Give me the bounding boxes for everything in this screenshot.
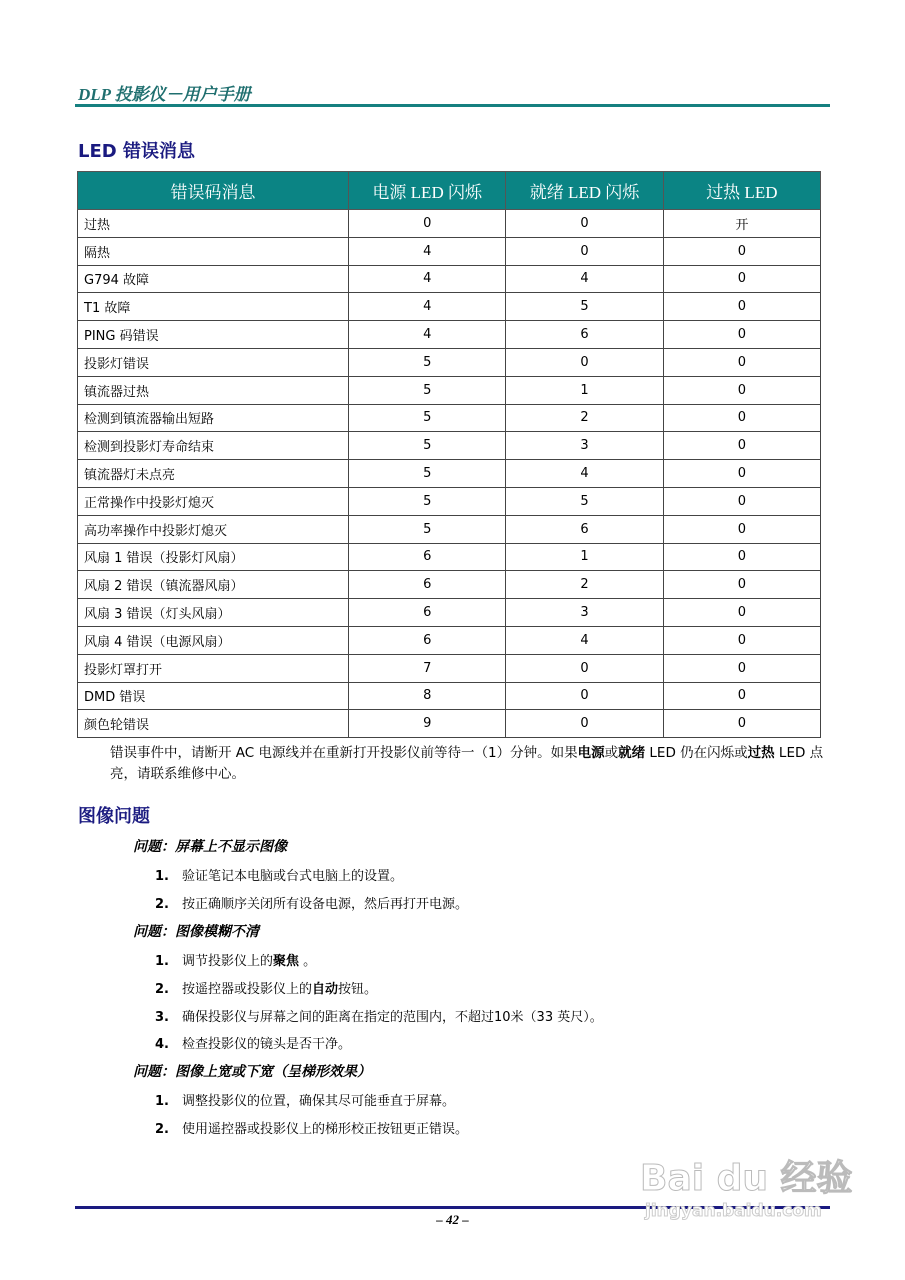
error-message-cell: 投影灯错误: [78, 348, 349, 376]
led-value-cell: 0: [663, 487, 820, 515]
led-value-cell: 0: [663, 682, 820, 710]
led-value-cell: 开: [663, 210, 820, 238]
table-row: [78, 460, 821, 488]
led-value-cell: 0: [349, 210, 506, 238]
step-text: 验证笔记本电脑或台式电脑上的设置。: [182, 869, 404, 884]
led-value-cell: 8: [349, 682, 506, 710]
led-value-cell: 4: [349, 321, 506, 349]
note-text: 或: [604, 745, 619, 761]
step-text: 按正确顺序关闭所有设备电源，然后再打开电源。: [182, 897, 469, 912]
step-text: 确保投影仪与屏幕之间的距离在指定的范围内，不超过10米（33 英尺）。: [182, 1010, 603, 1025]
led-value-cell: 4: [506, 626, 663, 654]
led-value-cell: 0: [663, 432, 820, 460]
step-text: 按钮。: [338, 982, 378, 997]
led-value-cell: 6: [349, 599, 506, 627]
note-bold: 就绪: [618, 745, 646, 761]
step-text: 按遥控器或投影仪上的: [182, 982, 313, 997]
led-value-cell: 6: [506, 321, 663, 349]
led-value-cell: 4: [349, 237, 506, 265]
problem-title: 问题：图像上宽或下宽（呈梯形效果）: [133, 1064, 371, 1080]
table-row: [78, 432, 821, 460]
table-row: [78, 571, 821, 599]
table-row: [78, 376, 821, 404]
led-value-cell: 0: [663, 376, 820, 404]
error-message-cell: 风扇 4 错误（电源风扇）: [78, 626, 349, 654]
led-value-cell: 0: [663, 626, 820, 654]
led-error-note: [110, 743, 830, 785]
table-row: [78, 543, 821, 571]
led-value-cell: 1: [506, 543, 663, 571]
led-value-cell: 0: [506, 237, 663, 265]
led-value-cell: 5: [349, 376, 506, 404]
table-row: [78, 487, 821, 515]
table-row: [78, 210, 821, 238]
led-value-cell: 5: [349, 487, 506, 515]
led-value-cell: 0: [506, 710, 663, 738]
table-row: [78, 293, 821, 321]
led-value-cell: 6: [506, 515, 663, 543]
table-row: [78, 237, 821, 265]
led-value-cell: 6: [349, 543, 506, 571]
baidu-watermark-logo: Bai du 经验 jingyan.baidu.com: [640, 1158, 853, 1221]
led-value-cell: 0: [663, 710, 820, 738]
led-value-cell: 0: [663, 460, 820, 488]
step-bold: 自动: [312, 982, 339, 997]
led-value-cell: 0: [663, 599, 820, 627]
table-row: [78, 404, 821, 432]
error-message-cell: 检测到投影灯寿命结束: [78, 432, 349, 460]
led-value-cell: 1: [506, 376, 663, 404]
problem-title: 问题：屏幕上不显示图像: [133, 839, 287, 855]
solution-step: [155, 950, 316, 969]
solution-step: [155, 1090, 455, 1109]
column-header: 电源 LED 闪烁: [349, 172, 506, 210]
led-value-cell: 0: [506, 348, 663, 376]
step-number: 1.: [155, 869, 169, 884]
step-text: 检查投影仪的镜头是否干净。: [182, 1037, 352, 1052]
section-title-led-errors: LED 错误消息: [78, 141, 195, 162]
solution-step: [155, 1033, 351, 1052]
problem-title: 问题：图像模糊不清: [133, 924, 259, 940]
note-bold: 电源: [577, 745, 605, 761]
led-value-cell: 5: [506, 487, 663, 515]
error-message-cell: 颜色轮错误: [78, 710, 349, 738]
section-title-image-problems: 图像问题: [78, 806, 150, 827]
led-value-cell: 9: [349, 710, 506, 738]
note-bold: 过热: [747, 745, 775, 761]
error-message-cell: 风扇 2 错误（镇流器风扇）: [78, 571, 349, 599]
led-value-cell: 5: [349, 432, 506, 460]
step-bold: 聚焦: [273, 954, 300, 969]
error-message-cell: 检测到镇流器输出短路: [78, 404, 349, 432]
error-message-cell: G794 故障: [78, 265, 349, 293]
step-number: 1.: [155, 1094, 169, 1109]
table-row: [78, 599, 821, 627]
step-text: 。: [299, 954, 317, 969]
error-message-cell: 风扇 1 错误（投影灯风扇）: [78, 543, 349, 571]
table-row: [78, 515, 821, 543]
led-value-cell: 0: [506, 682, 663, 710]
error-message-cell: 正常操作中投影灯熄灭: [78, 487, 349, 515]
solution-step: [155, 978, 377, 997]
led-value-cell: 0: [663, 404, 820, 432]
step-text: 调节投影仪上的: [182, 954, 274, 969]
table-body: [78, 210, 821, 738]
running-header: DLP 投影仪－用户手册: [78, 85, 251, 104]
led-value-cell: 0: [663, 348, 820, 376]
led-value-cell: 5: [349, 348, 506, 376]
solution-step: [155, 865, 403, 884]
error-message-cell: 隔热: [78, 237, 349, 265]
step-number: 2.: [155, 1122, 169, 1137]
table-row: [78, 265, 821, 293]
column-header: 就绪 LED 闪烁: [506, 172, 663, 210]
led-value-cell: 0: [663, 293, 820, 321]
column-header: 错误码消息: [78, 172, 349, 210]
led-value-cell: 6: [349, 626, 506, 654]
table-row: [78, 654, 821, 682]
led-value-cell: 0: [663, 515, 820, 543]
step-number: 1.: [155, 954, 169, 969]
solution-step: [155, 893, 468, 912]
step-number: 2.: [155, 897, 169, 912]
led-value-cell: 4: [349, 293, 506, 321]
error-message-cell: 投影灯罩打开: [78, 654, 349, 682]
solution-step: [155, 1118, 468, 1137]
error-message-cell: 高功率操作中投影灯熄灭: [78, 515, 349, 543]
step-number: 4.: [155, 1037, 169, 1052]
led-value-cell: 0: [663, 543, 820, 571]
led-value-cell: 0: [506, 654, 663, 682]
column-header: 过热 LED: [663, 172, 820, 210]
error-message-cell: DMD 错误: [78, 682, 349, 710]
page-number: – 42 –: [436, 1212, 469, 1227]
led-value-cell: 0: [663, 571, 820, 599]
table-row: [78, 348, 821, 376]
led-value-cell: 3: [506, 432, 663, 460]
header-divider: [75, 104, 830, 107]
note-text: LED 仍在闪烁或: [645, 745, 748, 761]
led-value-cell: 4: [349, 265, 506, 293]
table-row: [78, 626, 821, 654]
led-error-table: [77, 171, 821, 738]
step-number: 2.: [155, 982, 169, 997]
led-value-cell: 4: [506, 265, 663, 293]
table-row: [78, 710, 821, 738]
led-value-cell: 5: [506, 293, 663, 321]
error-message-cell: 过热: [78, 210, 349, 238]
led-value-cell: 4: [506, 460, 663, 488]
led-value-cell: 0: [663, 321, 820, 349]
led-value-cell: 5: [349, 460, 506, 488]
table-header-row: [78, 172, 821, 210]
led-value-cell: 2: [506, 404, 663, 432]
led-value-cell: 7: [349, 654, 506, 682]
led-value-cell: 6: [349, 571, 506, 599]
led-value-cell: 5: [349, 515, 506, 543]
led-value-cell: 0: [663, 654, 820, 682]
step-text: 调整投影仪的位置，确保其尽可能垂直于屏幕。: [182, 1094, 456, 1109]
error-message-cell: 风扇 3 错误（灯头风扇）: [78, 599, 349, 627]
led-value-cell: 3: [506, 599, 663, 627]
table-row: [78, 682, 821, 710]
led-value-cell: 0: [506, 210, 663, 238]
step-text: 使用遥控器或投影仪上的梯形校正按钮更正错误。: [182, 1122, 469, 1137]
step-number: 3.: [155, 1010, 169, 1025]
note-text: LED 点亮，请联系维修中心。: [110, 745, 824, 782]
led-value-cell: 0: [663, 265, 820, 293]
error-message-cell: T1 故障: [78, 293, 349, 321]
note-text: 错误事件中，请断开 AC 电源线并在重新打开投影仪前等待一（1）分钟。如果: [110, 745, 578, 761]
error-message-cell: PING 码错误: [78, 321, 349, 349]
led-value-cell: 0: [663, 237, 820, 265]
led-value-cell: 5: [349, 404, 506, 432]
error-message-cell: 镇流器过热: [78, 376, 349, 404]
table-row: [78, 321, 821, 349]
solution-step: [155, 1006, 603, 1025]
error-message-cell: 镇流器灯未点亮: [78, 460, 349, 488]
led-value-cell: 2: [506, 571, 663, 599]
